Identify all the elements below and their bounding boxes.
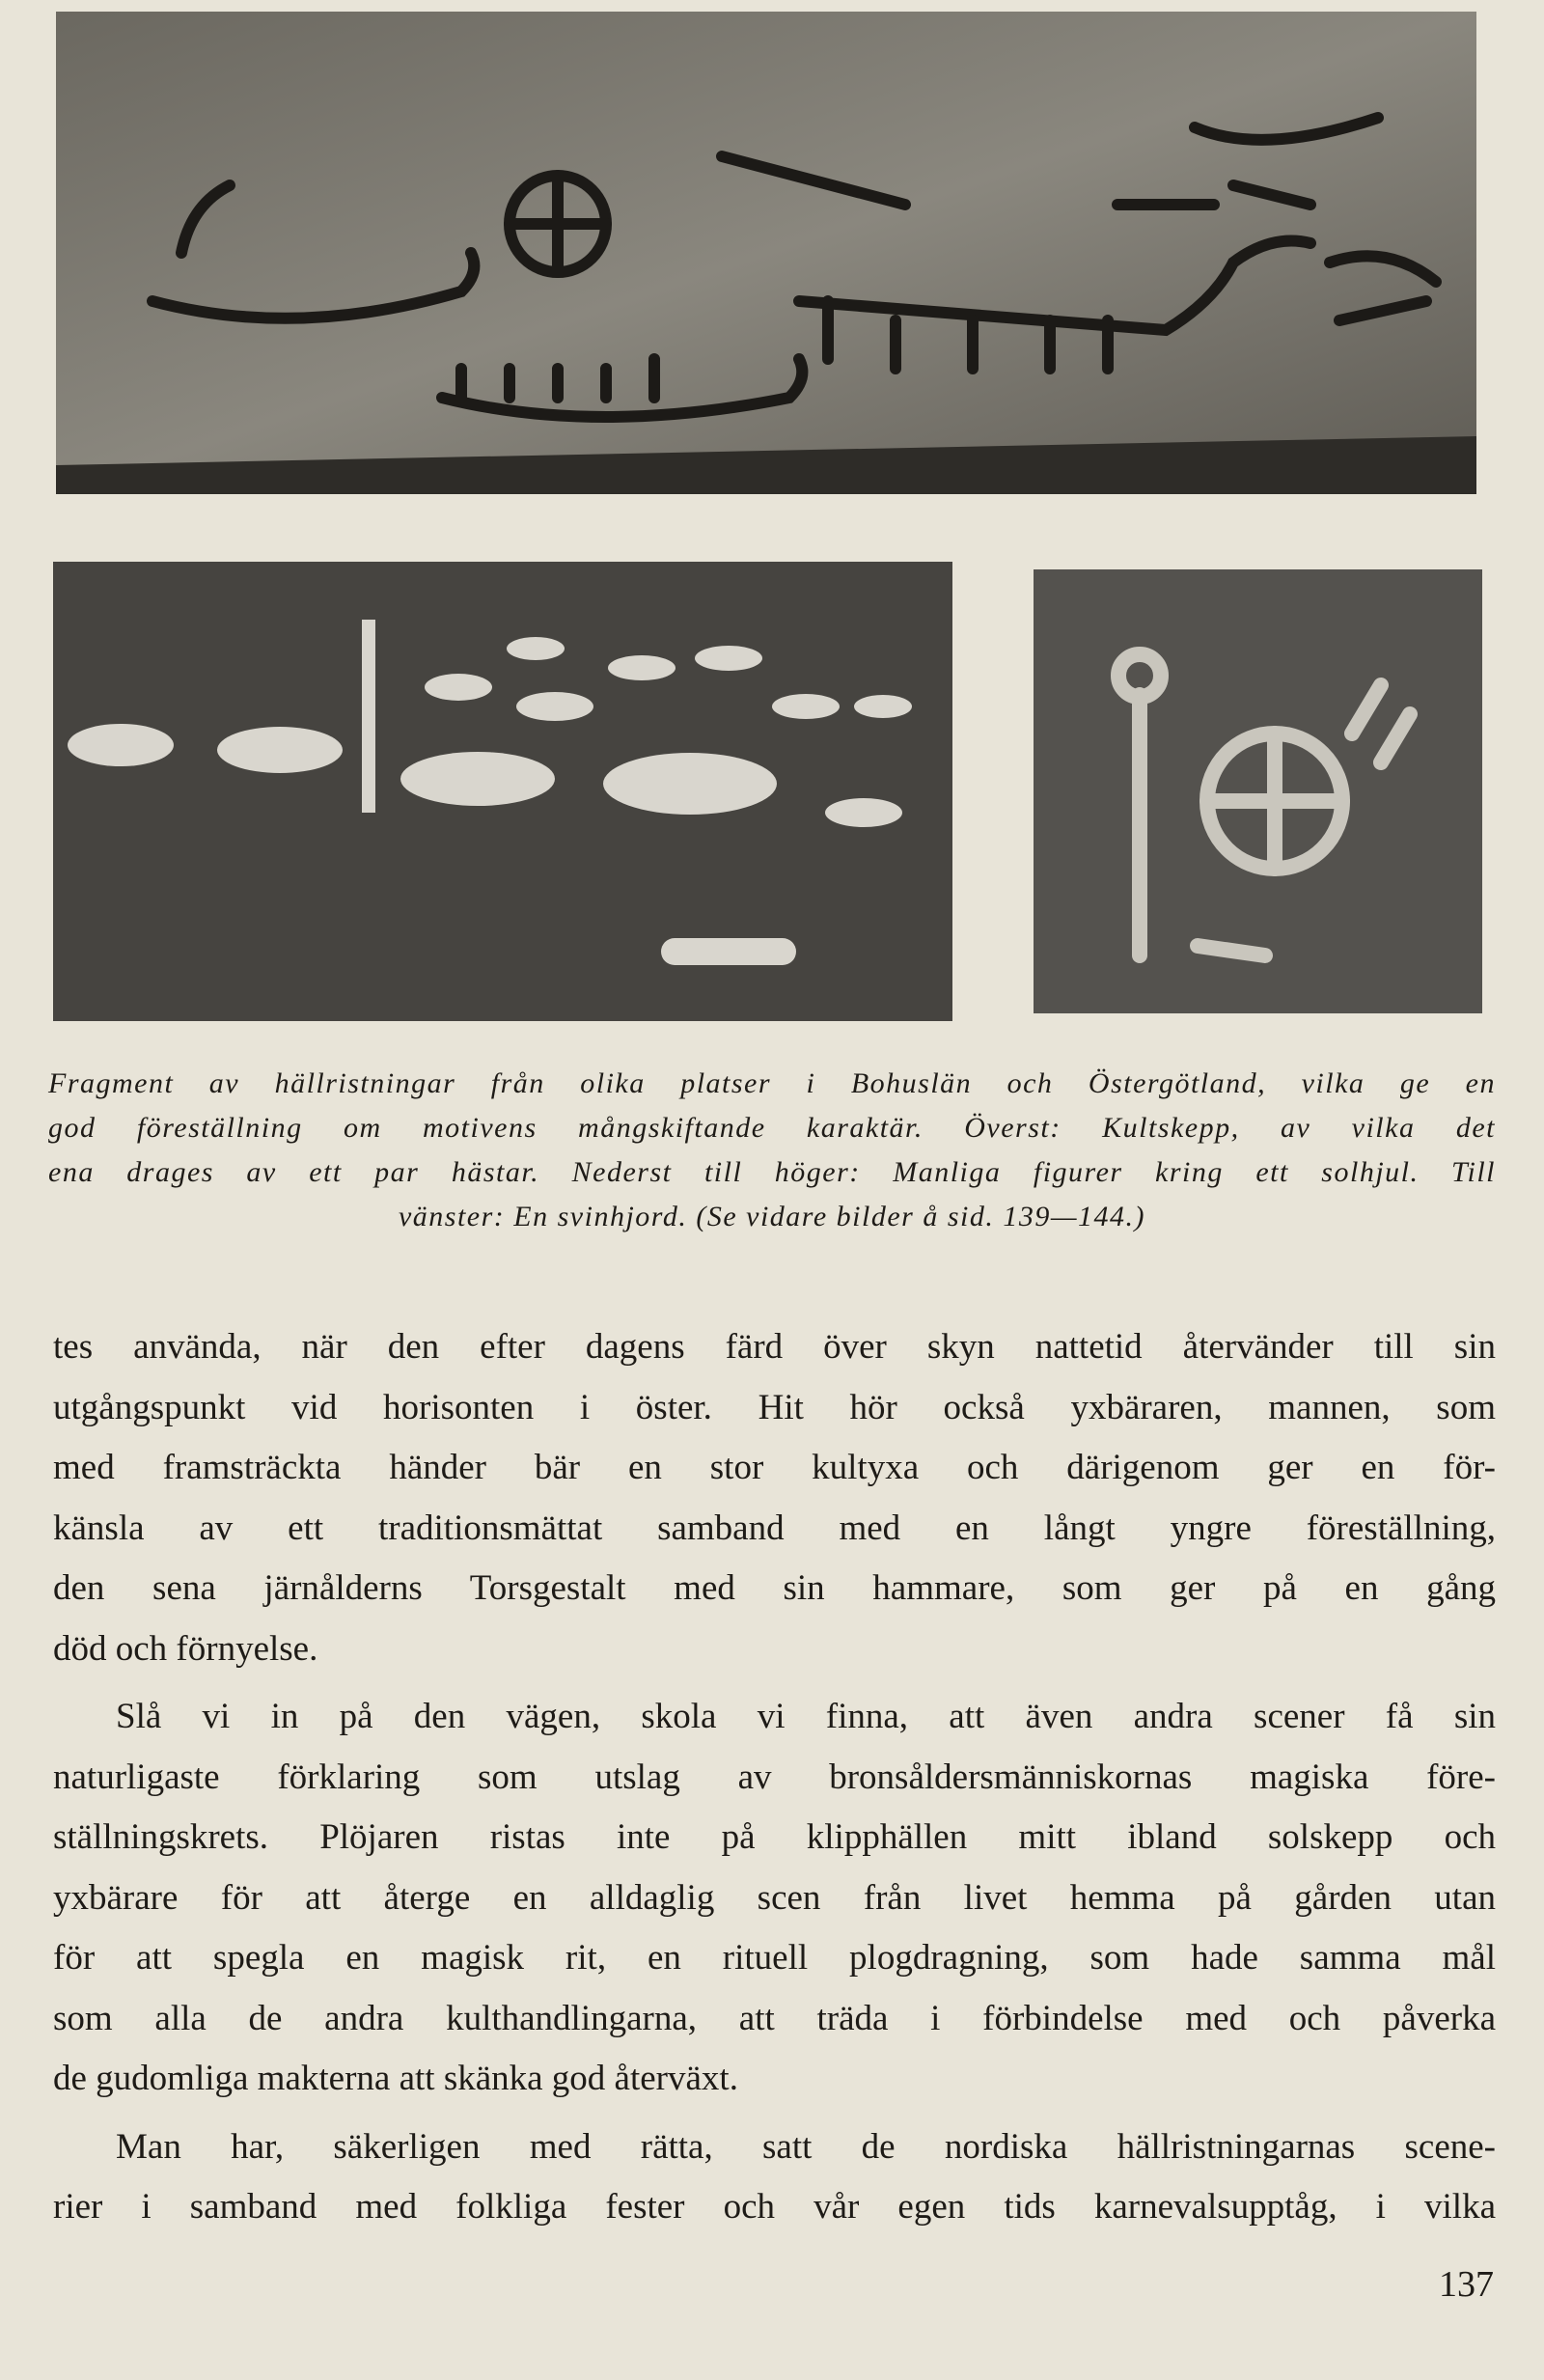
text-line: de gudomliga makterna att skänka god återväxt. (53, 2059, 738, 2098)
caption-line: ena drages av ett par hästar. Nederst till höger: Manliga figurer kring ett solhjul. Till (48, 1156, 1496, 1188)
rock-carving-sun-wheel-photo (1034, 569, 1482, 1013)
text-line: känsla av ett traditionsmättat samband med en långt yngre föreställning, (53, 1508, 1496, 1548)
rock-carving-cult-ships-photo (56, 12, 1476, 494)
text-line: naturligaste förklaring som utslag av bronsåldersmänniskornas magiska före- (53, 1757, 1496, 1797)
text-line: yxbärare för att återge en alldaglig scen från livet hemma på gården utan (53, 1877, 1496, 1918)
text-line: den sena järnålderns Torsgestalt med sin hammare, som ger på en gång (53, 1568, 1496, 1608)
caption-line: vänster: En svinhjord. (Se vidare bilder å sid. 139—144.) (398, 1201, 1146, 1232)
text-line: med framsträckta händer bär en stor kultyxa och därigenom ger en för- (53, 1448, 1496, 1487)
body-text (53, 1317, 1496, 2238)
text-line: Slå vi in på den vägen, skola vi finna, att även andra scener få sin (116, 1697, 1496, 1736)
text-line: rier i samband med folkliga fester och vår egen tids karnevalsupptåg, i vilka (53, 2187, 1496, 2227)
rock-carving-pig-herd-photo (53, 562, 952, 1021)
paragraph-1 (53, 1317, 1496, 1679)
text-line: tes använda, när den efter dagens färd över skyn nattetid återvänder till sin (53, 1327, 1496, 1367)
paragraph-2 (53, 1687, 1496, 2110)
caption-line: Fragment av hällristningar från olika platser i Bohuslän och Östergötland, vilka ge en (48, 1067, 1496, 1099)
text-line: död och förnyelse. (53, 1628, 318, 1669)
text-line: Man har, säkerligen med rätta, satt de nordiska hällristningarnas scene- (116, 2126, 1496, 2167)
figure-caption (48, 1062, 1496, 1239)
text-line: ställningskrets. Plöjaren ristas inte på klipphällen mitt ibland solskepp och (53, 1817, 1496, 1857)
paragraph-3 (53, 2117, 1496, 2238)
page-number: 137 (1439, 2264, 1494, 2305)
caption-line: god föreställning om motivens mångskiftande karaktär. Överst: Kultskepp, av vilka det (48, 1112, 1496, 1144)
text-line: som alla de andra kulthandlingarna, att träda i förbindelse med och påverka (53, 1998, 1496, 2038)
text-line: för att spegla en magisk rit, en rituell plogdragning, som hade samma mål (53, 1938, 1496, 1978)
text-line: utgångspunkt vid horisonten i öster. Hit hör också yxbäraren, mannen, som (53, 1387, 1496, 1427)
